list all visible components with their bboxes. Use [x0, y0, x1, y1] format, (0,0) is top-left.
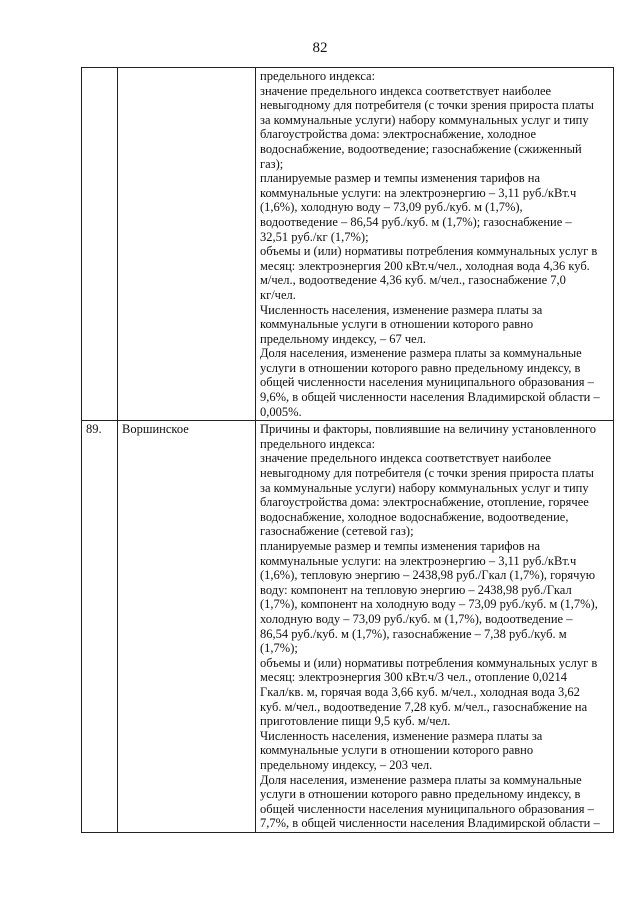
text-line: благоустройства дома: электроснабжение, отопление, горячее — [260, 495, 589, 510]
text-line: воду: компонент на тепловую энергию – 2438,98 руб./Гкал — [260, 582, 572, 597]
text-line: (1,6%), холодную воду – 73,09 руб./куб. м (1,7%), — [260, 200, 523, 215]
text-line: водоотведение – 86,54 руб./куб. м (1,7%); газоснабжение – — [260, 214, 572, 229]
row-number-cell: 89. — [82, 421, 118, 833]
text-line: предельному индексу, – 203 чел. — [260, 757, 433, 772]
table-row — [82, 421, 614, 833]
text-line: (1,7%); — [260, 641, 298, 656]
text-line: планируемые размер и темпы изменения тарифов на — [260, 171, 541, 186]
text-line: невыгодному для потребителя (с точки зрения прироста платы — [260, 466, 594, 481]
text-line: м/чел., водоотведение 4,36 куб. м/чел., газоснабжение 7,0 — [260, 273, 566, 288]
table-row — [82, 68, 614, 421]
text-line: услуги в отношении которого равно предельному индексу, в — [260, 787, 581, 802]
text-line: предельному индексу, – 67 чел. — [260, 331, 427, 346]
text-line: Гкал/кв. м, горячая вода 3,66 куб. м/чел., холодная вода 3,62 — [260, 684, 580, 699]
text-line: 7,7%, в общей численности населения Владимирской области – — [260, 816, 600, 831]
text-line: коммунальные услуги в отношении которого равно — [260, 743, 534, 758]
text-line: объемы и (или) нормативы потребления коммунальных услуг в — [260, 244, 598, 259]
text-line: Численность населения, изменение размера платы за — [260, 728, 543, 743]
text-line: месяц: электроэнергия 300 кВт.ч/3 чел., отопление 0,0214 — [260, 670, 568, 685]
page-number: 82 — [312, 40, 328, 56]
text-line: благоустройства дома: электроснабжение, холодное — [260, 127, 537, 142]
text-line: 9,6%, в общей численности населения Владимирской области – — [260, 390, 600, 405]
text-line: Доля населения, изменение размера платы за коммунальные — [260, 772, 582, 787]
text-line: коммунальные услуги: на электроэнергию – 3,11 руб./кВт.ч — [260, 185, 577, 200]
municipality-name-cell — [118, 68, 256, 421]
text-line: Доля населения, изменение размера платы за коммунальные — [260, 346, 582, 361]
text-line: холодную воду – 73,09 руб./куб. м (1,7%), водоотведение – — [260, 611, 573, 626]
text-line: предельного индекса: — [260, 69, 376, 83]
text-line: объемы и (или) нормативы потребления коммунальных услуг в — [260, 655, 598, 670]
text-line: общей численности населения муниципального образования – — [260, 375, 594, 390]
text-line: Причины и факторы, повлиявшие на величину установленного — [260, 422, 597, 437]
text-line: за коммунальные услуги) набору коммунальных услуг и типу — [260, 480, 589, 495]
text-line: водоснабжение, водоотведение; газоснабжение (сжиженный — [260, 141, 582, 156]
text-line: (1,7%), компонент на холодную воду – 73,09 руб./куб. м (1,7%), — [260, 597, 598, 612]
text-line: за коммунальные услуги) набору коммунальных услуг и типу — [260, 112, 589, 127]
text-line: газоснабжение (сетевой газ); — [260, 524, 414, 539]
description-cell — [256, 68, 614, 421]
text-line: (1,6%), тепловую энергию – 2438,98 руб./Гкал (1,7%), горячую — [260, 568, 596, 583]
municipality-name-cell: Воршинское — [118, 421, 256, 833]
text-line: предельного индекса: — [260, 436, 376, 451]
text-line: месяц: электроэнергия 200 кВт.ч/чел., холодная вода 4,36 куб. — [260, 258, 590, 273]
text-line: коммунальные услуги: на электроэнергию – 3,11 руб./кВт.ч — [260, 553, 577, 568]
text-line: значение предельного индекса соответствует наиболее — [260, 83, 552, 98]
text-line: общей численности населения муниципального образования – — [260, 801, 594, 816]
text-line: водоснабжение, холодное водоснабжение, водоотведение, — [260, 509, 569, 524]
text-line: 86,54 руб./куб. м (1,7%), газоснабжение – 7,38 руб./куб. м — [260, 626, 567, 641]
description-cell — [256, 421, 614, 833]
text-line: коммунальные услуги в отношении которого равно — [260, 317, 534, 332]
text-line: кг/чел. — [260, 287, 296, 302]
text-line: планируемые размер и темпы изменения тарифов на — [260, 539, 541, 553]
text-line: 32,51 руб./кг (1,7%); — [260, 229, 369, 244]
text-line: невыгодному для потребителя (с точки зрения прироста платы — [260, 98, 594, 113]
row-number-cell — [82, 68, 118, 421]
text-line: куб. м/чел., водоотведение 7,28 куб. м/чел., газоснабжение на — [260, 699, 588, 714]
text-line: значение предельного индекса соответствует наиболее — [260, 451, 552, 466]
text-line: приготовление пищи 9,5 куб. м/чел. — [260, 714, 451, 729]
text-line: газ); — [260, 156, 284, 171]
text-line: Численность населения, изменение размера платы за — [260, 302, 543, 317]
municipality-table — [81, 67, 614, 833]
text-line: 0,005%. — [260, 404, 302, 419]
text-line: услуги в отношении которого равно предельному индексу, в — [260, 360, 581, 375]
